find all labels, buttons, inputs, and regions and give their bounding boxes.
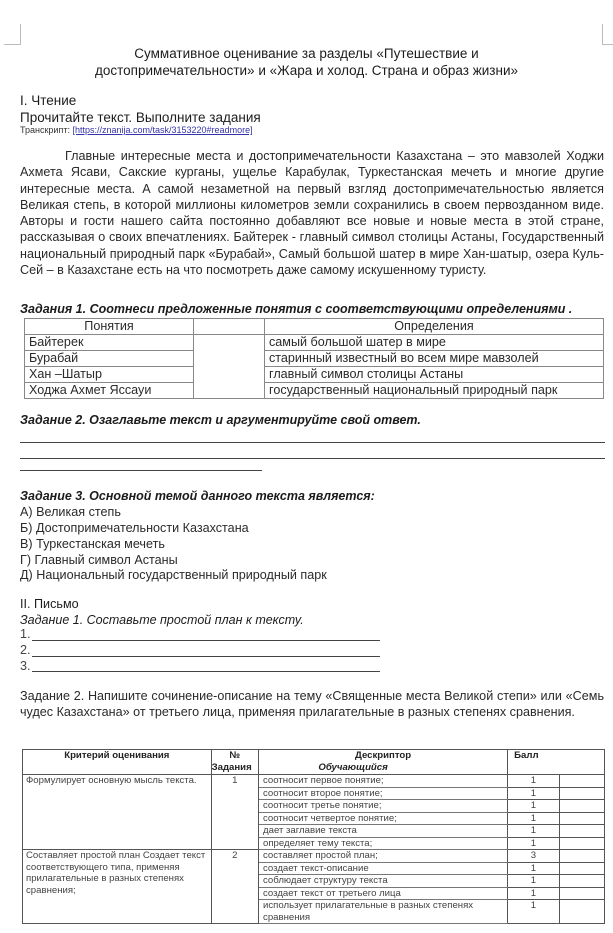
score-cell: 1 [508, 887, 559, 900]
page-corner-mark-left [4, 24, 21, 45]
table-row [25, 351, 604, 367]
score-cell: 1 [508, 825, 559, 838]
col-header-blank [194, 319, 265, 335]
mark-cell[interactable] [559, 887, 604, 900]
page-corner-mark-right [602, 24, 613, 45]
plan-item-number: 2. [20, 643, 31, 657]
criterion-cell: Формулирует основную мысль текста. [23, 775, 212, 850]
mark-cell[interactable] [559, 825, 604, 838]
definition-cell: главный символ столицы Астаны [265, 367, 604, 383]
definition-cell: самый большой шатер в мире [265, 335, 604, 351]
option-a[interactable]: А) Великая степь [20, 505, 121, 519]
mark-cell[interactable] [559, 812, 604, 825]
task-no-cell: 2 [211, 850, 258, 924]
descriptor-cell: создает текст-описание [259, 862, 508, 875]
title-line-1: Суммативное оценивание за разделы «Путешествие и [134, 46, 479, 61]
answer-line[interactable] [20, 442, 605, 443]
criterion-cell: Составляет простой план Создает текст соответствующего типа, применяя прилагательные в разных степенях сравнения; [23, 850, 212, 924]
reading-instruction: Прочитайте текст. Выполните задания [20, 110, 261, 125]
writing-task2-text: Задание 2. Напишите сочинение-описание на тему «Священные места Великой степи» или «Семь чудес Казахстана» от третьего лица, применяя прилагательные в разных степенях сравнения. [20, 689, 604, 719]
score-cell: 1 [508, 787, 559, 800]
table-row [25, 367, 604, 383]
option-d[interactable]: Г) Главный символ Астаны [20, 553, 178, 567]
reading-text-body: Главные интересные места и достопримечательности Казахстана – это мавзолей Ходжи Ахмета Ясави, Сакские курганы, ущелье Карабулак, Туркестанская мечеть и многие другие интересные места. А самой незаметной на первый взгляд достопримечательностью является Великая степь, в которой миллионы километров земли сохранились в своем первозданном виде. Авторы и гости нашего сайта постоянно добавляют все новые и новые места в этой стране, рассказывая о своих впечатлениях. Байтерек - главный символ столицы Астаны, Государственный национальный природный парк «Бурабай», Самый большой шатер в мире Хан-шатыр, озера Куль-Сей – в Казахстане есть на что посмотреть даже самому искушенному туристу. [20, 149, 604, 278]
plan-answer-line[interactable] [32, 640, 380, 641]
mark-cell[interactable] [559, 850, 604, 863]
plan-answer-line[interactable] [32, 656, 380, 657]
task-no-cell: 1 [211, 775, 258, 850]
descriptor-cell: определяет тему текста; [259, 837, 508, 850]
mark-cell[interactable] [559, 900, 604, 924]
descriptor-cell: соотносит первое понятие; [259, 775, 508, 788]
answer-line[interactable] [20, 458, 605, 459]
writing-task1-title: Задание 1. Составьте простой план к тексту. [20, 613, 304, 627]
task2-title: Задание 2. Озаглавьте текст и аргументируйте свой ответ. [20, 413, 421, 427]
score-cell: 1 [508, 875, 559, 888]
score-cell: 1 [508, 775, 559, 788]
rubric-table [22, 749, 605, 924]
definition-cell: государственный национальный природный парк [265, 383, 604, 399]
mark-cell[interactable] [559, 837, 604, 850]
descriptor-cell: дает заглавие текста [259, 825, 508, 838]
task-no-label-2: Задания [211, 761, 252, 773]
section-heading-reading: I. Чтение [20, 93, 77, 108]
task-no-label-1: № [229, 750, 241, 761]
descriptor-cell: составляет простой план; [259, 850, 508, 863]
descriptor-cell: соблюдает структуру текста [259, 875, 508, 888]
matching-table [24, 318, 604, 399]
descriptor-cell: соотносит четвертое понятие; [259, 812, 508, 825]
table-row [25, 335, 604, 351]
col-header-descriptor [259, 750, 508, 775]
plan-item-number: 3. [20, 659, 31, 673]
option-c[interactable]: В) Туркестанская мечеть [20, 537, 165, 551]
concept-cell: Ходжа Ахмет Яссауи [25, 383, 194, 399]
descriptor-cell: соотносит второе понятие; [259, 787, 508, 800]
col-header-definitions: Определения [265, 319, 604, 335]
transcript-line [20, 125, 253, 135]
score-cell: 1 [508, 900, 559, 924]
title-line-2: достопримечательности» и «Жара и холод. Страна и образ жизни» [95, 63, 518, 78]
mark-cell[interactable] [559, 775, 604, 788]
plan-answer-line[interactable] [32, 671, 380, 672]
concept-cell: Байтерек [25, 335, 194, 351]
descriptor-sublabel: Обучающийся [318, 761, 388, 773]
table-row [25, 383, 604, 399]
mark-cell[interactable] [559, 800, 604, 813]
table-row [23, 850, 605, 863]
col-header-score: Балл [508, 750, 605, 775]
table-row [23, 775, 605, 788]
answer-blank-cell[interactable] [194, 335, 265, 399]
col-header-criterion: Критерий оценивания [23, 750, 212, 775]
score-cell: 1 [508, 862, 559, 875]
answer-line[interactable] [20, 470, 262, 471]
plan-item-number: 1. [20, 627, 31, 641]
mark-cell[interactable] [559, 875, 604, 888]
descriptor-label: Дескриптор [355, 750, 412, 761]
descriptor-cell: соотносит третье понятие; [259, 800, 508, 813]
concept-cell: Бурабай [25, 351, 194, 367]
definition-cell: старинный известный во всем мире мавзолей [265, 351, 604, 367]
option-b[interactable]: Б) Достопримечательности Казахстана [20, 521, 249, 535]
task3-title: Задание 3. Основной темой данного текста является: [20, 489, 375, 503]
score-cell: 1 [508, 812, 559, 825]
score-cell: 1 [508, 800, 559, 813]
option-e[interactable]: Д) Национальный государственный природный парк [20, 568, 327, 582]
document-title [0, 45, 613, 79]
transcript-label: Транскрипт: [20, 125, 70, 135]
task1-title: Задания 1. Соотнеси предложенные понятия с соответствующими определениями . [20, 302, 573, 316]
concept-cell: Хан –Шатыр [25, 367, 194, 383]
score-cell: 1 [508, 837, 559, 850]
mark-cell[interactable] [559, 787, 604, 800]
reading-text [20, 148, 604, 278]
section-heading-writing: II. Письмо [20, 597, 79, 611]
transcript-link[interactable]: [https://znanija.com/task/3153220#readmore] [72, 125, 253, 135]
descriptor-cell: создает текст от третьего лица [259, 887, 508, 900]
mark-cell[interactable] [559, 862, 604, 875]
col-header-concepts: Понятия [25, 319, 194, 335]
descriptor-cell: использует прилагательные в разных степенях сравнения [259, 900, 508, 924]
score-cell: 3 [508, 850, 559, 863]
col-header-task-no [211, 750, 258, 775]
